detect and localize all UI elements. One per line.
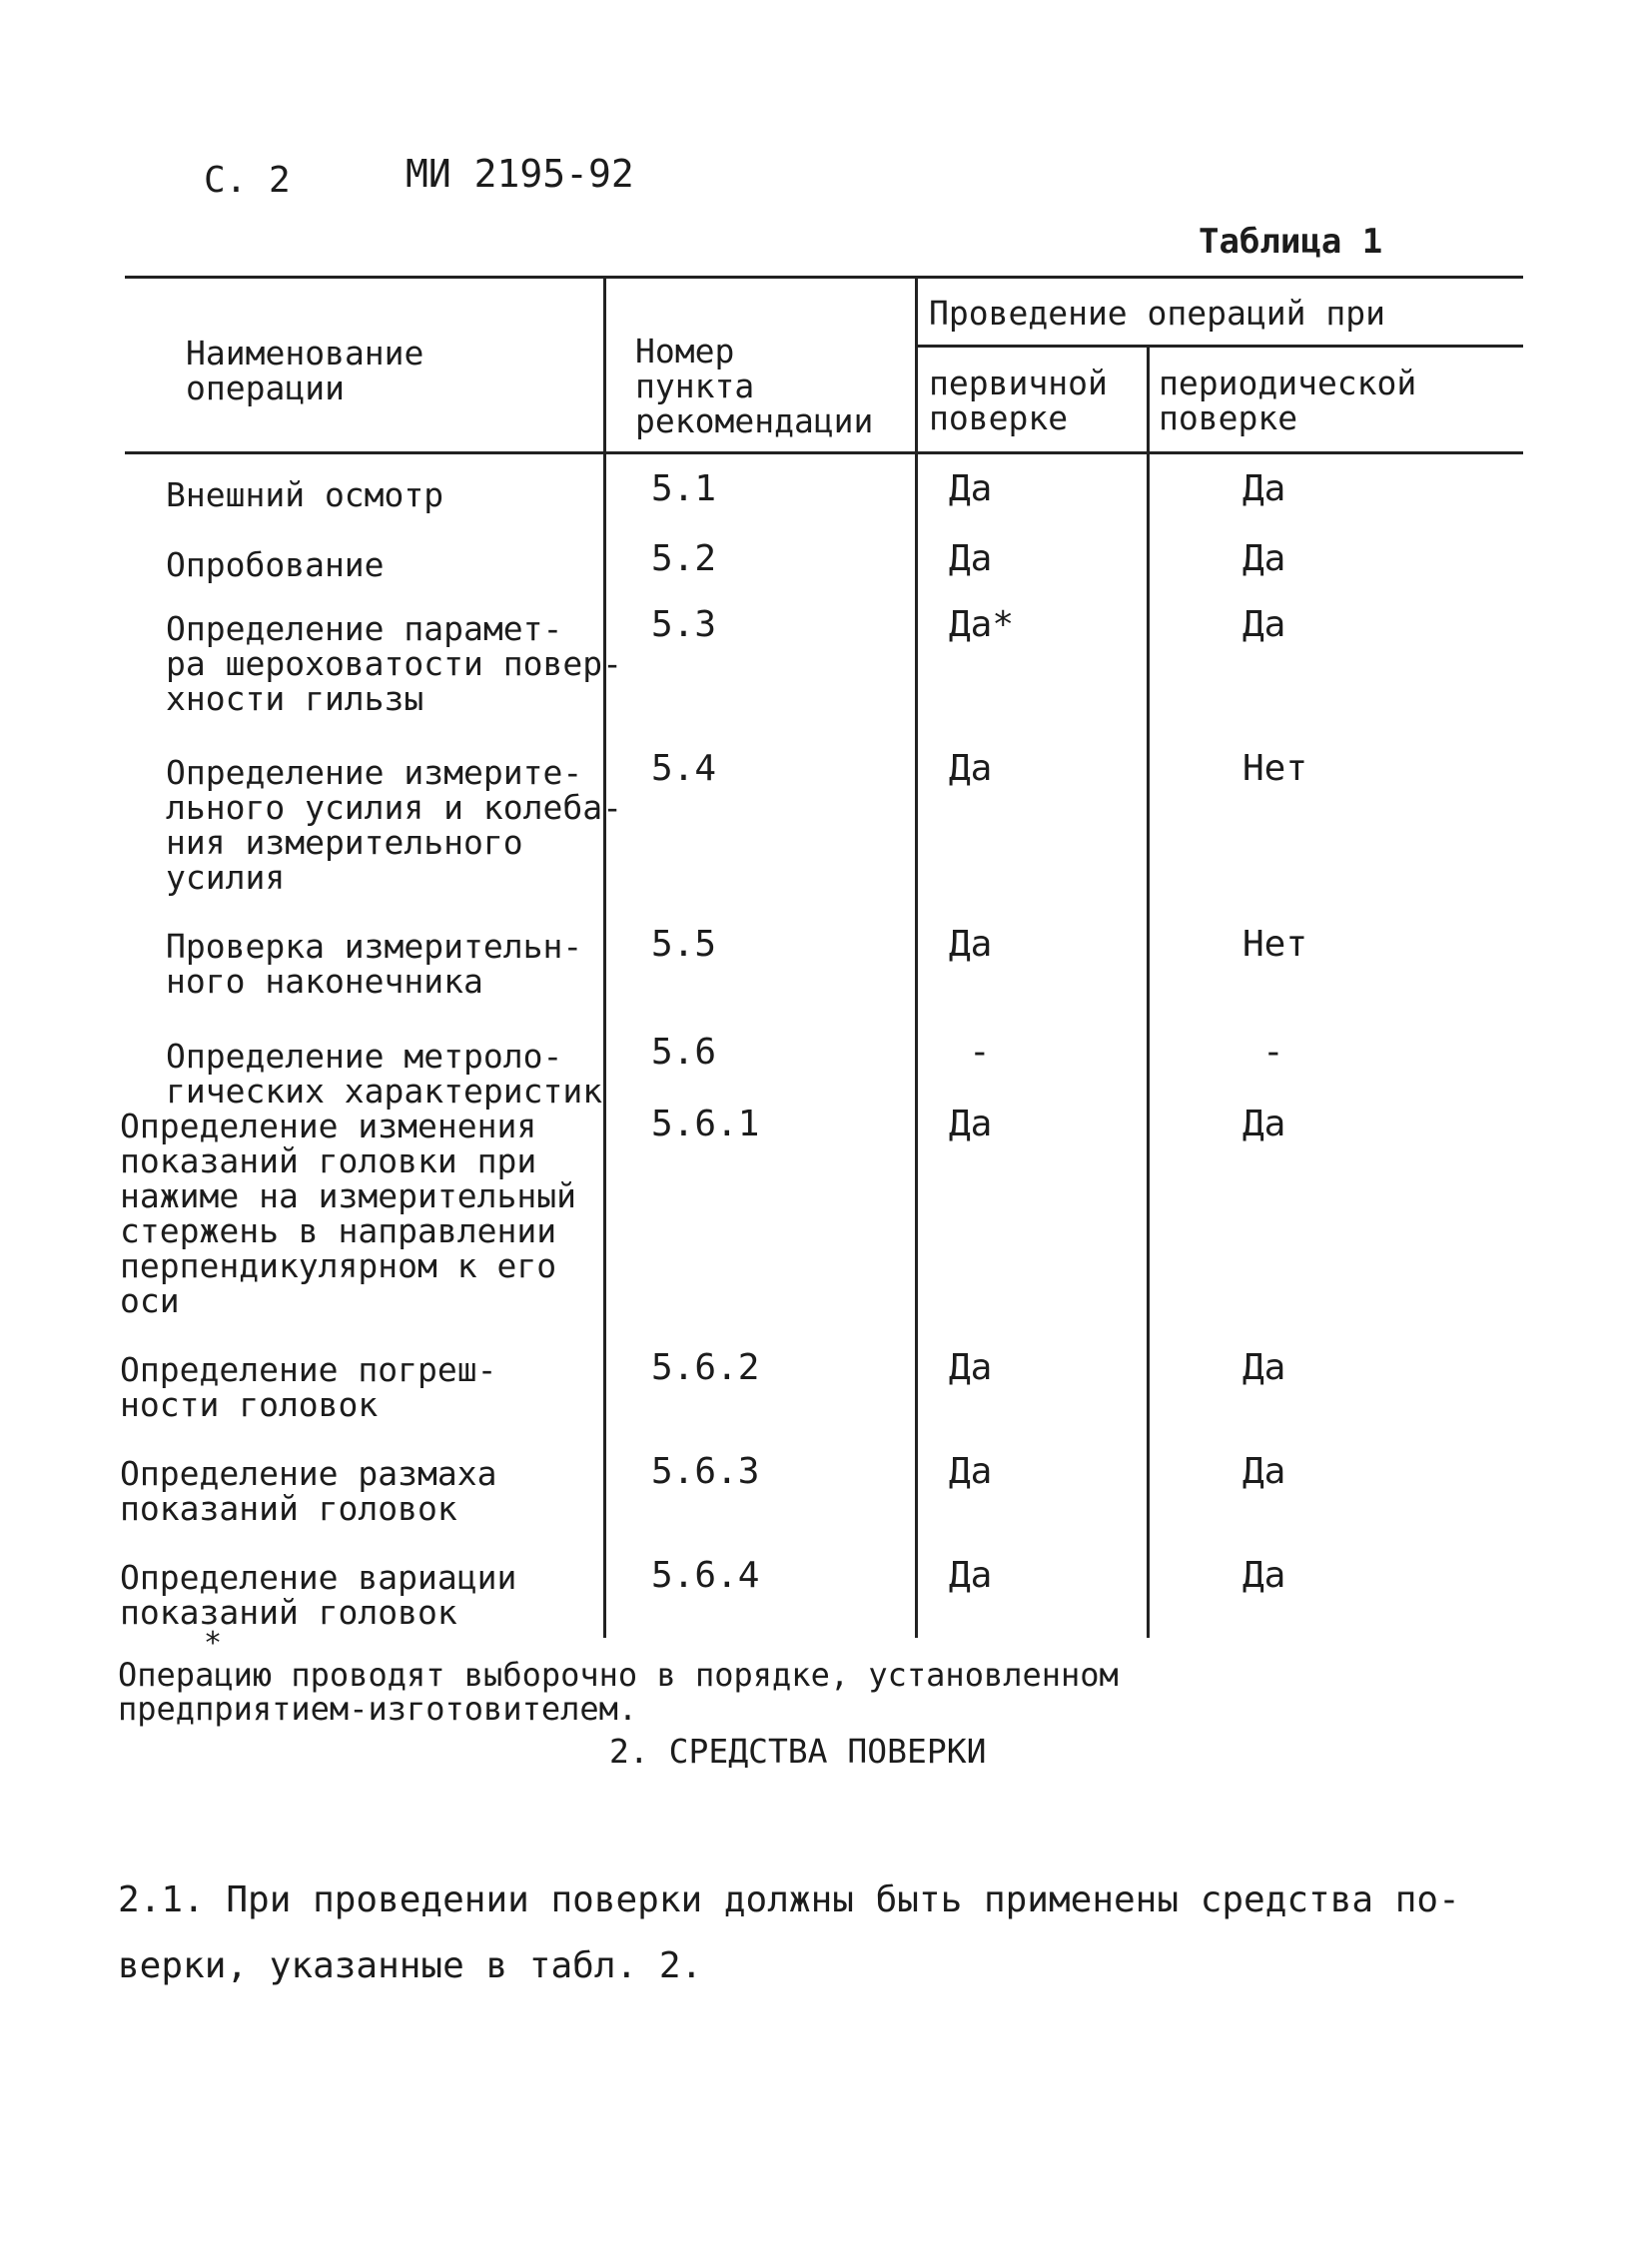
header-primary-verification: первичной поверке [929,364,1108,437]
footnote-mark: * [204,1626,223,1661]
row-number: 5.6.4 [651,1555,760,1596]
row-name: Проверка измерительн- ного наконечника [166,927,583,1001]
footnote-text: Операцию проводят выборочно в порядке, установленном предприятием-изготовителем. [118,1656,1119,1728]
row-name: Определение погреш- ности головок [120,1350,497,1424]
row-periodic: Да [1242,1104,1286,1144]
table-caption: Таблица 1 [1199,222,1383,262]
row-primary: - [969,1032,991,1073]
body-paragraph: 2.1. При проведении поверки должны быть применены средства по- верки, указанные в табл. 2. [118,1879,1460,1986]
row-number: 5.4 [651,748,717,789]
row-name: Определение изменения показаний головки при нажиме на измерительный стержень в направлении перпендикулярном к его оси [120,1107,576,1320]
document-code: МИ 2195-92 [406,152,634,196]
row-number: 5.5 [651,924,717,965]
header-periodic-verification: периодической поверке [1159,364,1417,437]
header-operation-name: Наименование операции [186,334,424,407]
row-primary: Да [949,924,993,965]
row-number: 5.6.1 [651,1104,760,1144]
group-header-rule [917,345,1523,348]
row-name: Определение вариации показаний головок [120,1558,517,1632]
row-number: 5.1 [651,468,717,509]
header-operations-group: Проведение операций при [929,294,1385,333]
row-periodic: Да [1242,1555,1286,1596]
row-number: 5.6.2 [651,1347,760,1388]
row-name: Определение размаха показаний головок [120,1454,497,1528]
row-periodic: Да [1242,1451,1286,1492]
section-title: 2. СРЕДСТВА ПОВЕРКИ [609,1732,987,1771]
column-divider-3 [1147,347,1150,1638]
row-primary: Да [949,1104,993,1144]
header-bottom-rule [125,451,1523,454]
row-periodic: Да [1242,604,1286,645]
row-periodic: Да [1242,468,1286,509]
row-primary: Да [949,538,993,579]
row-primary: Да [949,1347,993,1388]
row-number: 5.3 [651,604,717,645]
row-primary: Да [949,1555,993,1596]
row-periodic: Нет [1242,748,1308,789]
row-periodic: Да [1242,538,1286,579]
row-number: 5.6.3 [651,1451,760,1492]
row-periodic: Нет [1242,924,1308,965]
table-top-rule [125,276,1523,279]
row-name: Определение парамет- ра шероховатости повер- хности гильзы [166,609,622,718]
row-name: Внешний осмотр [166,475,444,514]
column-divider-2 [915,278,918,1638]
row-primary: Да [949,1451,993,1492]
row-number: 5.2 [651,538,717,579]
row-number: 5.6 [651,1032,717,1073]
row-primary: Да [949,748,993,789]
row-periodic: - [1262,1032,1284,1073]
row-name: Опробование [166,545,385,584]
header-item-number: Номер пункта рекомендации [635,332,874,440]
column-divider-1 [603,278,606,1638]
row-primary: Да* [949,604,1015,645]
page-number: С. 2 [204,160,291,201]
row-periodic: Да [1242,1347,1286,1388]
row-name: Определение метроло- гических характеристик [166,1037,603,1111]
row-name: Определение измерите- льного усилия и колеба- ния измерительного усилия [166,753,622,897]
row-primary: Да [949,468,993,509]
